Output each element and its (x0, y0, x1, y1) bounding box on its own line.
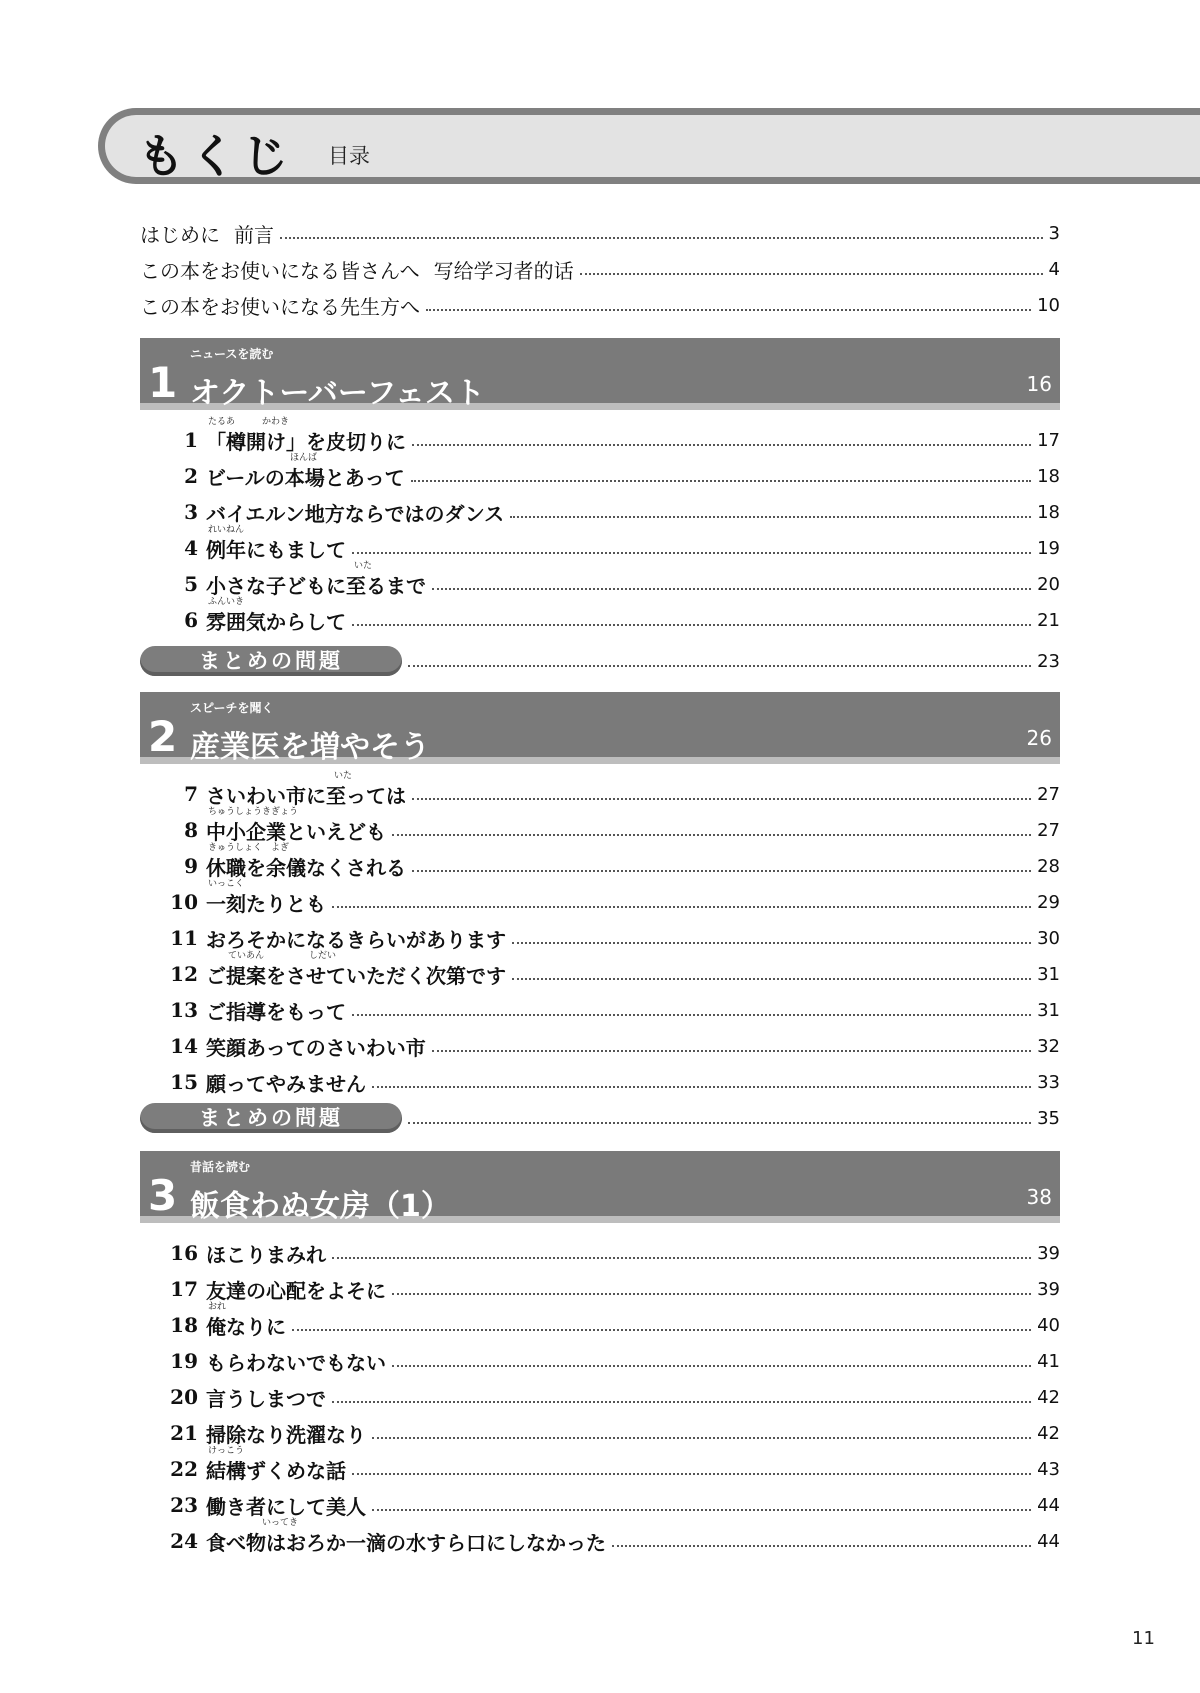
page-ref: 29 (1037, 891, 1060, 913)
page-ref: 18 (1037, 465, 1060, 487)
item-text (206, 524, 346, 563)
item-label: 掃除なり洗濯なり (206, 1422, 366, 1447)
leader-dots (332, 1257, 1031, 1259)
item-label: 友達の心配をよそに (206, 1278, 386, 1303)
toc-item-row[interactable] (162, 1274, 1060, 1304)
page-number: 11 (1132, 1628, 1155, 1649)
page-ref: 44 (1037, 1494, 1060, 1516)
page-subtitle: 目录 (328, 144, 370, 168)
item-ruby: れいねん (208, 524, 245, 535)
item-label: 「樽開け」を皮切りに (206, 429, 406, 454)
item-ruby: ていあん しだい (228, 950, 337, 961)
leader-dots (408, 1122, 1031, 1124)
item-number: 17 (170, 1277, 198, 1301)
leader-dots (372, 1437, 1031, 1439)
item-number: 13 (170, 998, 198, 1022)
chapter-title: オクトーバーフェスト (190, 376, 485, 411)
leader-dots (512, 942, 1031, 944)
leader-dots (292, 1329, 1031, 1331)
item-number: 21 (170, 1421, 198, 1445)
item-text (206, 1032, 426, 1061)
item-number: 22 (170, 1457, 198, 1481)
toc-item-row[interactable] (162, 560, 1060, 599)
page-ref: 28 (1037, 855, 1060, 877)
item-number: 16 (170, 1241, 198, 1265)
item-text (206, 1383, 326, 1412)
item-text (206, 1301, 286, 1340)
leader-dots (352, 1014, 1031, 1016)
toc-item-row[interactable] (162, 1517, 1060, 1556)
toc-item-row[interactable] (162, 596, 1060, 635)
toc-intro-row[interactable] (140, 254, 1060, 284)
chapter-1-header[interactable] (140, 338, 1060, 410)
item-ruby: いた (354, 560, 373, 571)
leader-dots (392, 1293, 1031, 1295)
item-number: 12 (170, 962, 198, 986)
toc-item-row[interactable] (162, 1418, 1060, 1448)
leader-dots (352, 552, 1031, 554)
leader-dots (510, 516, 1031, 518)
page-ref: 44 (1037, 1530, 1060, 1552)
leader-dots (432, 588, 1031, 590)
page-ref: 33 (1037, 1071, 1060, 1093)
summary-row[interactable] (140, 646, 1060, 676)
leader-dots (580, 273, 1043, 275)
leader-dots (392, 1365, 1031, 1367)
page-ref: 18 (1037, 501, 1060, 523)
page-ref: 4 (1048, 258, 1060, 280)
item-number: 20 (170, 1385, 198, 1409)
item-ruby: ふんいき (208, 596, 245, 607)
chapter-subtitle: スピーチを聞く (190, 701, 274, 715)
page-ref: 21 (1037, 609, 1060, 631)
chapter-title: 飯食わぬ女房（1） (190, 1189, 451, 1224)
item-ruby: たるあ かわき (208, 416, 290, 427)
item-label: 休職を余儀なくされる (206, 855, 406, 880)
toc-item-row[interactable] (162, 1238, 1060, 1268)
item-label: 一刻たりとも (206, 891, 326, 916)
toc-item-row[interactable] (162, 524, 1060, 563)
page-ref: 35 (1037, 1107, 1060, 1129)
item-label: 中小企業といえども (206, 819, 386, 844)
item-label: さいわい市に至っては (206, 783, 406, 808)
item-number: 2 (184, 464, 198, 488)
leader-dots (512, 978, 1031, 980)
chapter-page: 38 (1026, 1185, 1052, 1209)
toc-item-row[interactable] (162, 878, 1060, 917)
item-text (206, 498, 504, 527)
leader-dots (372, 1086, 1031, 1088)
item-label: おろそかになるきらいがあります (206, 927, 506, 952)
toc-label: はじめに (140, 222, 220, 247)
chapter-number: 2 (148, 712, 178, 761)
item-ruby: ちゅうしょうきぎょう (208, 806, 299, 817)
chapter-page: 16 (1026, 372, 1052, 396)
toc-item-row[interactable] (162, 1301, 1060, 1340)
page-ref: 42 (1037, 1422, 1060, 1444)
leader-dots (412, 798, 1031, 800)
page-ref: 32 (1037, 1035, 1060, 1057)
item-label: ほこりまみれ (206, 1242, 326, 1267)
item-number: 5 (184, 572, 198, 596)
toc-sublabel: 写给学习者的话 (433, 258, 574, 283)
item-text (206, 1275, 386, 1304)
item-number: 24 (170, 1529, 198, 1553)
page-ref: 20 (1037, 573, 1060, 595)
item-number: 4 (184, 536, 198, 560)
page-title: もくじ (138, 129, 294, 183)
leader-dots (426, 309, 1031, 311)
item-label: ご提案をさせていただく次第です (206, 963, 506, 988)
page-ref: 30 (1037, 927, 1060, 949)
item-number: 19 (170, 1349, 198, 1373)
page-ref: 31 (1037, 963, 1060, 985)
toc-item-row[interactable] (162, 452, 1060, 491)
toc-item-row[interactable] (162, 950, 1060, 989)
page-ref: 43 (1037, 1458, 1060, 1480)
leader-dots (612, 1545, 1031, 1547)
chapter-3-header[interactable] (140, 1151, 1060, 1223)
item-ruby: ほんば (290, 452, 318, 463)
toc-item-row[interactable] (162, 1346, 1060, 1376)
toc-label: この本をお使いになる皆さんへ (140, 258, 420, 283)
chapter-number: 1 (148, 358, 178, 407)
page-ref: 39 (1037, 1242, 1060, 1264)
toc-sublabel: 前言 (234, 222, 274, 247)
item-label: 働き者にして美人 (206, 1494, 366, 1519)
item-text (206, 950, 506, 989)
item-label: 言うしまつで (206, 1386, 326, 1411)
item-text (206, 1347, 386, 1376)
item-text (206, 1517, 606, 1556)
item-ruby: いっこく (208, 878, 245, 889)
toc-item-row[interactable] (162, 497, 1060, 527)
page-ref: 19 (1037, 537, 1060, 559)
summary-row[interactable] (140, 1103, 1060, 1133)
item-ruby: おれ (208, 1301, 227, 1312)
toc-item-row[interactable] (162, 842, 1060, 881)
summary-pill: まとめの問題 (140, 1103, 402, 1133)
toc-label: この本をお使いになる先生方へ (140, 294, 420, 319)
item-ruby: きゅうしょく よぎ (208, 842, 290, 853)
summary-pill: まとめの問題 (140, 646, 402, 676)
toc-item-row[interactable] (162, 1382, 1060, 1412)
page-ref: 17 (1037, 429, 1060, 451)
page-ref: 39 (1037, 1278, 1060, 1300)
leader-dots (432, 1050, 1031, 1052)
leader-dots (372, 1509, 1031, 1511)
item-label: 俺なりに (206, 1314, 286, 1339)
item-number: 1 (184, 428, 198, 452)
page-ref: 27 (1037, 783, 1060, 805)
chapter-2-header[interactable] (140, 692, 1060, 764)
item-number: 23 (170, 1493, 198, 1517)
leader-dots (411, 480, 1031, 482)
page-ref: 42 (1037, 1386, 1060, 1408)
item-number: 15 (170, 1070, 198, 1094)
page-ref: 27 (1037, 819, 1060, 841)
item-text (206, 596, 346, 635)
chapter-page: 26 (1026, 726, 1052, 750)
item-label: 小さな子どもに至るまで (206, 573, 426, 598)
leader-dots (352, 1473, 1031, 1475)
page-ref: 31 (1037, 999, 1060, 1021)
item-text (206, 452, 405, 491)
leader-dots (392, 834, 1031, 836)
leader-dots (332, 1401, 1031, 1403)
toc-item-row[interactable] (162, 1031, 1060, 1061)
leader-dots (332, 906, 1031, 908)
leader-dots (280, 237, 1043, 239)
item-number: 6 (184, 608, 198, 632)
item-ruby: いってき (208, 1517, 299, 1528)
item-number: 3 (184, 500, 198, 524)
item-text (206, 1239, 326, 1268)
item-label: ビールの本場とあって (206, 465, 405, 490)
item-label: もらわないでもない (206, 1350, 386, 1375)
chapter-number: 3 (148, 1171, 178, 1220)
page-ref: 41 (1037, 1350, 1060, 1372)
chapter-subtitle: 昔話を読む (190, 1160, 251, 1174)
leader-dots (352, 624, 1031, 626)
item-label: ご指導をもって (206, 999, 346, 1024)
toc-item-row[interactable] (162, 1445, 1060, 1484)
item-label: 例年にもまして (206, 537, 346, 562)
toc-item-row[interactable] (162, 1067, 1060, 1097)
page-ref: 23 (1037, 650, 1060, 672)
item-number: 7 (184, 782, 198, 806)
item-number: 9 (184, 854, 198, 878)
item-text (206, 1068, 366, 1097)
item-label: バイエルン地方ならではのダンス (206, 501, 505, 526)
item-text (206, 1445, 346, 1484)
item-label: 雰囲気からして (206, 609, 346, 634)
item-number: 18 (170, 1313, 198, 1337)
leader-dots (412, 870, 1031, 872)
item-number: 14 (170, 1034, 198, 1058)
toc-item-row[interactable] (162, 995, 1060, 1025)
leader-dots (408, 665, 1031, 667)
item-label: 食べ物はおろか一滴の水すら口にしなかった (206, 1530, 606, 1555)
page-ref: 10 (1037, 294, 1060, 316)
toc-item-row[interactable] (162, 806, 1060, 845)
chapter-subtitle: ニュースを読む (190, 347, 274, 361)
leader-dots (412, 444, 1031, 446)
item-label: 願ってやみません (206, 1071, 366, 1096)
item-number: 8 (184, 818, 198, 842)
toc-intro-row[interactable] (140, 290, 1060, 320)
item-text (206, 878, 326, 917)
chapter-title: 産業医を増やそう (190, 730, 430, 765)
item-number: 10 (170, 890, 198, 914)
page-ref: 3 (1048, 222, 1060, 244)
item-text (206, 996, 346, 1025)
item-ruby: けっこう (208, 1445, 245, 1456)
item-number: 11 (170, 926, 198, 950)
item-ruby: いた (334, 770, 353, 781)
page-ref: 40 (1037, 1314, 1060, 1336)
item-label: 結構ずくめな話 (206, 1458, 346, 1483)
toc-intro-row[interactable] (140, 218, 1060, 248)
item-label: 笑顔あってのさいわい市 (206, 1035, 426, 1060)
